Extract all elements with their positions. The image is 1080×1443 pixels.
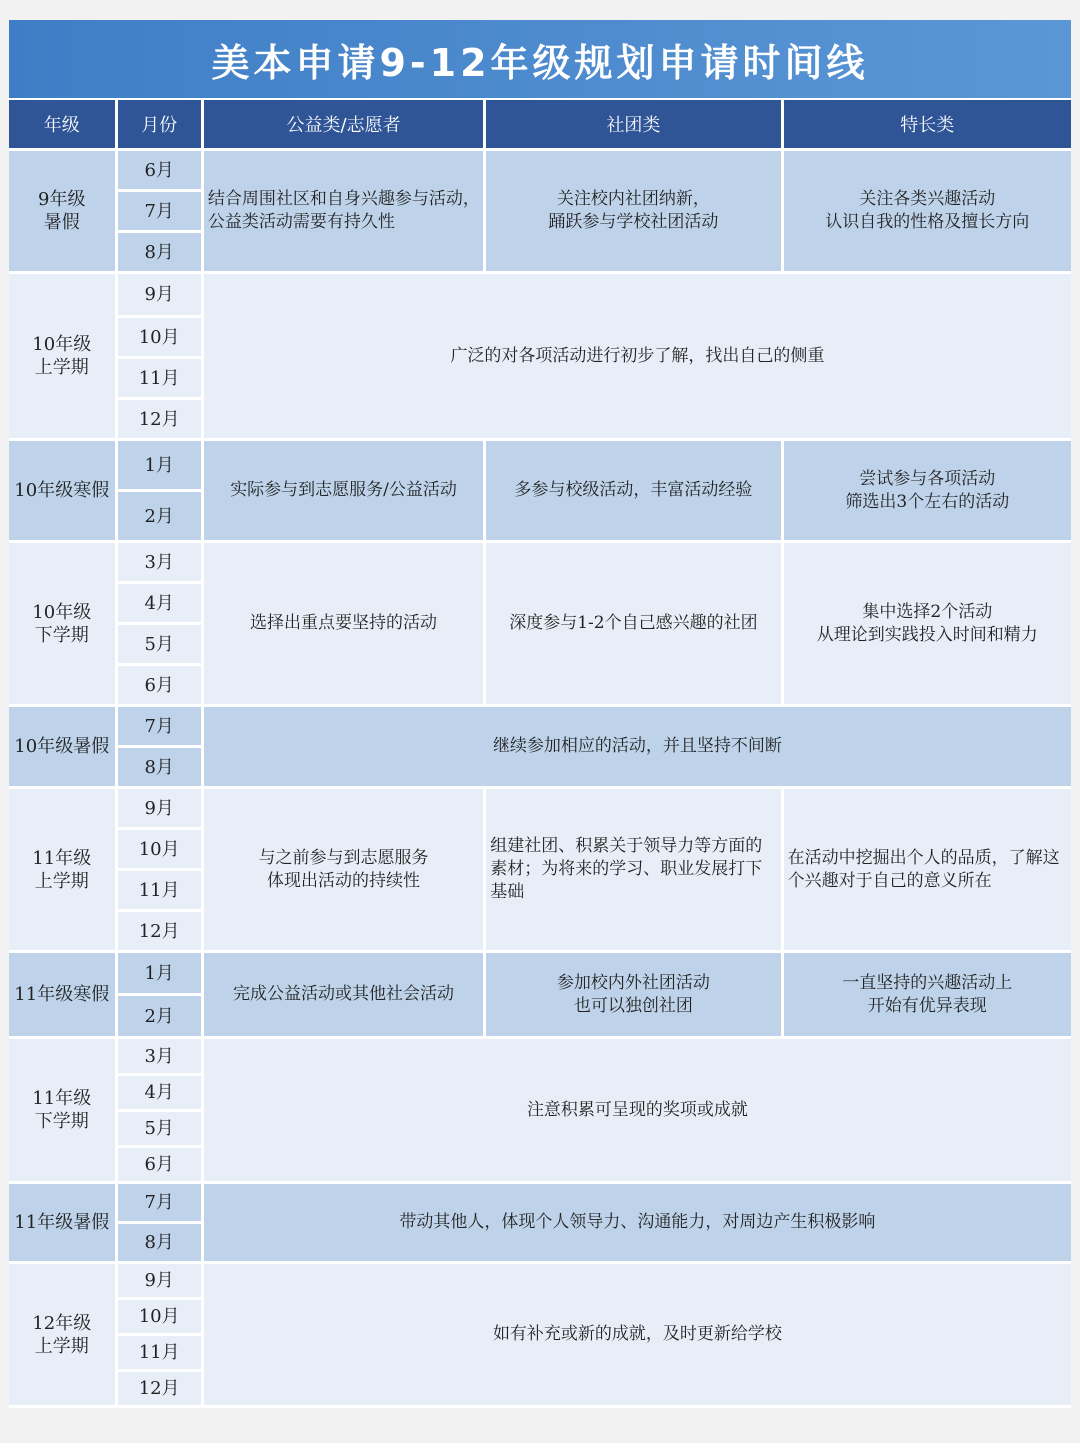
talent-cell: 尝试参与各项活动 筛选出3个左右的活动 <box>784 441 1071 540</box>
grade-cell: 11年级 上学期 <box>9 789 115 950</box>
month-cell: 7月 <box>118 192 201 230</box>
month-cell: 12月 <box>118 912 201 950</box>
merged-activity-cell: 带动其他人，体现个人领导力、沟通能力，对周边产生积极影响 <box>204 1184 1071 1261</box>
table-row <box>9 789 1071 827</box>
month-cell: 12月 <box>118 400 201 438</box>
grade-cell: 11年级 下学期 <box>9 1039 115 1181</box>
month-cell: 9月 <box>118 1264 201 1297</box>
page-title: 美本申请9-12年级规划申请时间线 <box>9 20 1071 98</box>
month-cell: 2月 <box>118 492 201 540</box>
grade-cell: 12年级 上学期 <box>9 1264 115 1405</box>
month-cell: 7月 <box>118 707 201 745</box>
club-cell: 多参与校级活动，丰富活动经验 <box>486 441 780 540</box>
month-cell: 12月 <box>118 1372 201 1405</box>
month-cell: 11月 <box>118 1336 201 1369</box>
table-row <box>9 1264 1071 1297</box>
grade-cell: 11年级寒假 <box>9 953 115 1036</box>
public-welfare-cell: 结合周围社区和自身兴趣参与活动，公益类活动需要有持久性 <box>204 151 483 271</box>
month-cell: 5月 <box>118 1112 201 1145</box>
table-row <box>9 441 1071 489</box>
club-cell: 深度参与1-2个自己感兴趣的社团 <box>486 543 780 704</box>
header-talent: 特长类 <box>784 100 1071 148</box>
header-row <box>9 100 1071 148</box>
grade-cell: 10年级 下学期 <box>9 543 115 704</box>
month-cell: 11月 <box>118 871 201 909</box>
header-public-welfare: 公益类/志愿者 <box>204 100 483 148</box>
header-month: 月份 <box>118 100 201 148</box>
table-row <box>9 1039 1071 1073</box>
month-cell: 5月 <box>118 625 201 663</box>
month-cell: 1月 <box>118 953 201 993</box>
grade-cell: 11年级暑假 <box>9 1184 115 1261</box>
month-cell: 3月 <box>118 1039 201 1073</box>
table-row <box>9 707 1071 745</box>
month-cell: 8月 <box>118 1224 201 1261</box>
table-row <box>9 274 1071 315</box>
talent-cell: 在活动中挖掘出个人的品质，了解这个兴趣对于自己的意义所在 <box>784 789 1071 950</box>
talent-cell: 一直坚持的兴趣活动上 开始有优异表现 <box>784 953 1071 1036</box>
month-cell: 7月 <box>118 1184 201 1221</box>
month-cell: 8月 <box>118 748 201 786</box>
month-cell: 4月 <box>118 1076 201 1109</box>
grade-cell: 10年级 上学期 <box>9 274 115 438</box>
month-cell: 11月 <box>118 359 201 397</box>
header-grade: 年级 <box>9 100 115 148</box>
month-cell: 4月 <box>118 584 201 622</box>
month-cell: 1月 <box>118 441 201 489</box>
month-cell: 10月 <box>118 318 201 356</box>
talent-cell: 集中选择2个活动 从理论到实践投入时间和精力 <box>784 543 1071 704</box>
public-welfare-cell: 实际参与到志愿服务/公益活动 <box>204 441 483 540</box>
table-row <box>9 543 1071 581</box>
talent-cell: 关注各类兴趣活动 认识自我的性格及擅长方向 <box>784 151 1071 271</box>
month-cell: 10月 <box>118 1300 201 1333</box>
month-cell: 6月 <box>118 1148 201 1181</box>
month-cell: 9月 <box>118 274 201 315</box>
timeline-sheet <box>9 20 1071 1408</box>
month-cell: 6月 <box>118 151 201 189</box>
month-cell: 2月 <box>118 996 201 1036</box>
grade-cell: 10年级寒假 <box>9 441 115 540</box>
merged-activity-cell: 广泛的对各项活动进行初步了解，找出自己的侧重 <box>204 274 1071 438</box>
merged-activity-cell: 继续参加相应的活动，并且坚持不间断 <box>204 707 1071 786</box>
grade-cell: 10年级暑假 <box>9 707 115 786</box>
public-welfare-cell: 选择出重点要坚持的活动 <box>204 543 483 704</box>
club-cell: 关注校内社团纳新， 踊跃参与学校社团活动 <box>486 151 780 271</box>
month-cell: 8月 <box>118 233 201 271</box>
month-cell: 6月 <box>118 666 201 704</box>
timeline-body <box>9 151 1071 1405</box>
table-row <box>9 1184 1071 1221</box>
table-row <box>9 151 1071 189</box>
merged-activity-cell: 注意积累可呈现的奖项或成就 <box>204 1039 1071 1181</box>
public-welfare-cell: 与之前参与到志愿服务 体现出活动的持续性 <box>204 789 483 950</box>
timeline-table <box>6 97 1074 1408</box>
month-cell: 10月 <box>118 830 201 868</box>
month-cell: 9月 <box>118 789 201 827</box>
club-cell: 参加校内外社团活动 也可以独创社团 <box>486 953 780 1036</box>
table-row <box>9 953 1071 993</box>
club-cell: 组建社团、积累关于领导力等方面的素材；为将来的学习、职业发展打下基础 <box>486 789 780 950</box>
merged-activity-cell: 如有补充或新的成就，及时更新给学校 <box>204 1264 1071 1405</box>
month-cell: 3月 <box>118 543 201 581</box>
grade-cell: 9年级 暑假 <box>9 151 115 271</box>
header-clubs: 社团类 <box>486 100 780 148</box>
public-welfare-cell: 完成公益活动或其他社会活动 <box>204 953 483 1036</box>
